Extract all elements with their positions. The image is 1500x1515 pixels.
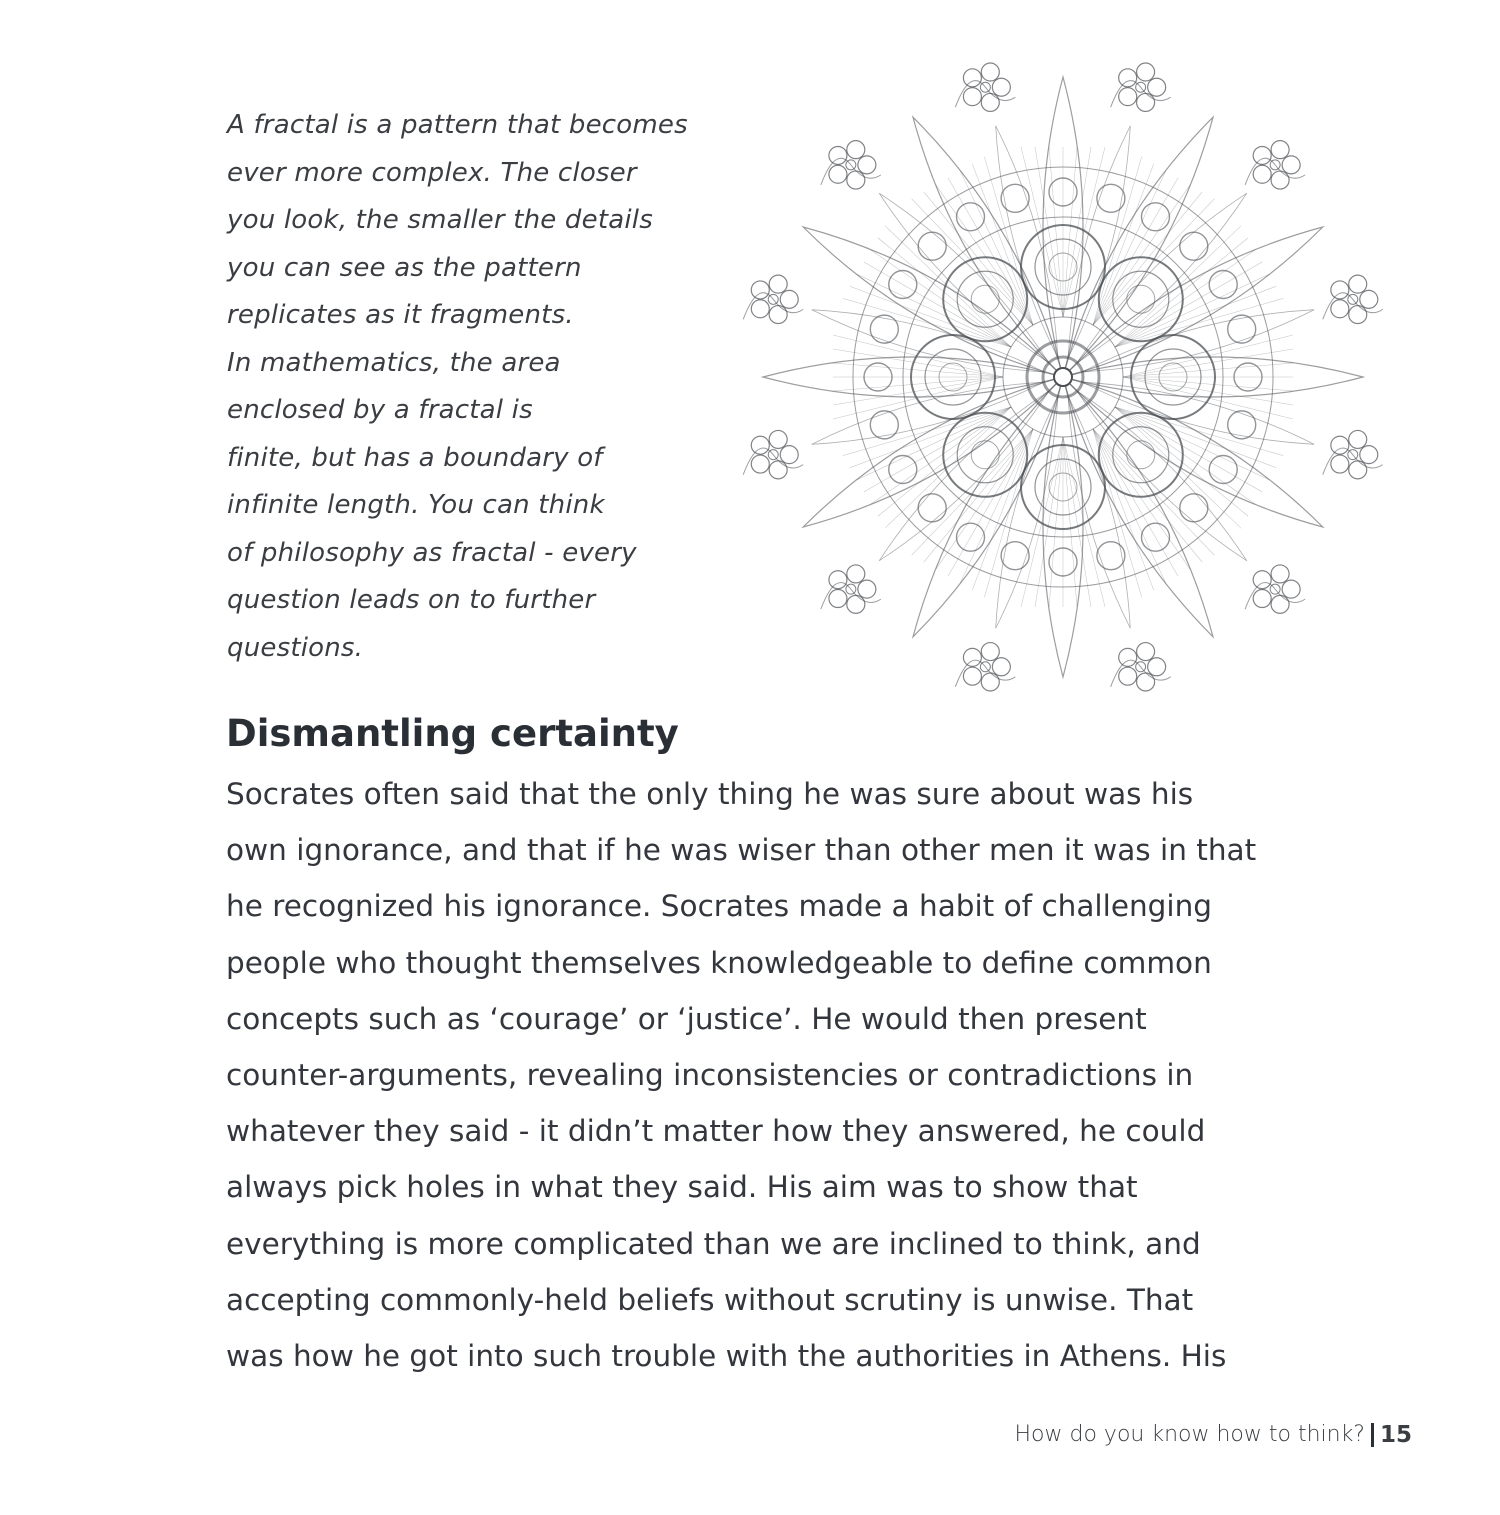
caption-line: question leads on to further [227, 585, 596, 615]
body-line: was how he got into such trouble with the authorities in Athens. His [226, 1339, 1227, 1374]
page-footer [1015, 1418, 1412, 1452]
footer-divider [1371, 1423, 1374, 1447]
body-line: always pick holes in what they said. His aim was to show that [226, 1170, 1138, 1205]
caption-line: replicates as it fragments. [227, 300, 574, 330]
body-line: people who thought themselves knowledgeable to define common [226, 945, 1212, 980]
page-number: 15 [1379, 1422, 1412, 1448]
body-line: he recognized his ignorance. Socrates made a habit of challenging [226, 889, 1213, 924]
chapter-title: How do you know how to think? [1014, 1422, 1365, 1447]
body-line: counter-arguments, revealing inconsistencies or contradictions in [226, 1058, 1194, 1093]
section-heading: Dismantling certainty [226, 712, 679, 755]
caption-line: you look, the smaller the details [227, 205, 653, 235]
caption-line: of philosophy as fractal - every [227, 537, 637, 568]
body-line: whatever they said - it didn’t matter how they answered, he could [226, 1114, 1206, 1149]
body-line: everything is more complicated than we are inclined to think, and [226, 1226, 1201, 1261]
body-paragraph [226, 766, 1406, 1384]
fractal-caption [227, 102, 747, 672]
body-line: own ignorance, and that if he was wiser than other men it was in that [226, 833, 1257, 868]
caption-line: enclosed by a fractal is [227, 395, 533, 425]
caption-line: you can see as the pattern [227, 252, 582, 283]
caption-line: In mathematics, the area [227, 347, 561, 378]
caption-line: questions. [227, 632, 364, 663]
caption-line: ever more complex. The closer [227, 157, 637, 188]
caption-line: finite, but has a boundary of [227, 442, 603, 473]
body-line: concepts such as ‘courage’ or ‘justice’. He would then present [226, 1001, 1147, 1036]
caption-line: A fractal is a pattern that becomes [227, 110, 688, 140]
fractal-mandala-illustration [708, 22, 1418, 732]
caption-line: infinite length. You can think [227, 490, 605, 520]
body-line: Socrates often said that the only thing he was sure about was his [226, 777, 1194, 811]
body-line: accepting commonly-held beliefs without scrutiny is unwise. That [226, 1282, 1194, 1317]
